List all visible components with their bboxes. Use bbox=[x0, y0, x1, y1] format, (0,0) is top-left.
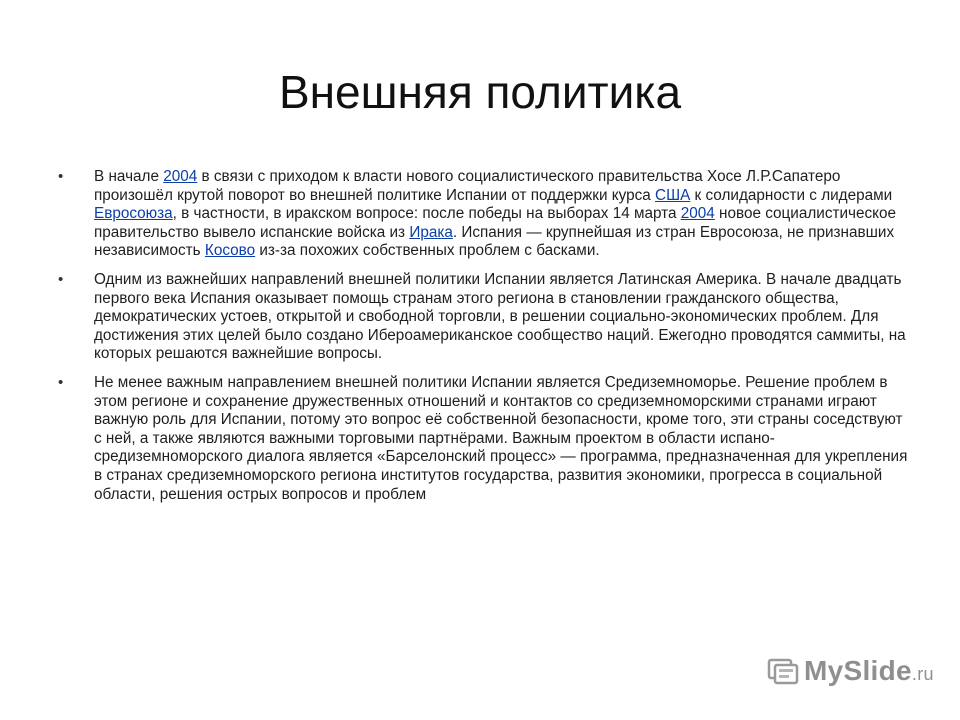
text-run: . Испания — крупнейшая из стран Евросоюза, не признавших независимость bbox=[94, 223, 895, 260]
slide-title: Внешняя политика bbox=[278, 66, 682, 118]
bullet-list bbox=[58, 168, 908, 514]
text-run: в связи с приходом к власти нового социалистического правительства Хосе Л.Р.Сапатеро произошёл крутой поворот во внешней политике Испании от поддержки курса bbox=[94, 168, 841, 204]
paragraph-text: Одним из важнейших направлений внешней политики Испании является Латинская Америка. В начале двадцать первого века Испания оказывает помощь странам этого региона в становлении гражданского общества, демократических устоев, открытой и свободной торговли, в решении социально-экономических проблем. Для достижения этих целей было создано Ибероамериканское сообщество наций. Ежегодно проводятся саммиты, на которых решаются важнейшие вопросы. bbox=[94, 270, 906, 363]
bullet-marker: • bbox=[58, 168, 64, 185]
text-run: новое социалистическое правительство вывело испанские войска из bbox=[94, 205, 897, 241]
watermark-text bbox=[804, 655, 934, 687]
slides-stack-icon bbox=[766, 654, 800, 688]
link-usa[interactable]: США bbox=[655, 186, 691, 204]
text-run: к солидарности с лидерами bbox=[690, 186, 893, 204]
link-kosovo[interactable]: Косово bbox=[204, 242, 256, 260]
bullet-item-3 bbox=[58, 374, 908, 504]
bullet-item-2 bbox=[58, 271, 908, 364]
bullet-item-1 bbox=[58, 168, 908, 261]
text-run: В начале bbox=[94, 168, 164, 185]
bullet-marker: • bbox=[58, 373, 64, 391]
link-iraq[interactable]: Ирака bbox=[409, 223, 453, 241]
link-2004[interactable]: 2004 bbox=[163, 168, 198, 185]
text-run: , в частности, в иракском вопросе: после победы на выборах 14 марта bbox=[172, 205, 681, 223]
bullet-marker: • bbox=[58, 270, 64, 288]
link-2004-second[interactable]: 2004 bbox=[680, 205, 715, 223]
myslide-watermark bbox=[766, 654, 934, 688]
watermark-suffix: .ru bbox=[911, 664, 934, 684]
link-eurosoyuz[interactable]: Евросоюза bbox=[94, 205, 173, 223]
watermark-brand: MySlide bbox=[804, 655, 912, 686]
paragraph-text: Не менее важным направлением внешней политики Испании является Средиземноморье. Решение проблем в этом регионе и сохранение дружественных отношений и контактов со средиземноморскими странами играют важную роль для Испании, потому это вопрос её собственной безопасности, кроме того, эти страны соседствуют с ней, а также являются важными торговыми партнёрами. Важным проектом в области испано-средиземноморского диалога является «Барселонский процесс» — программа, предназначенная для укрепления в странах средиземноморского региона институтов государства, развития экономики, прогресса в социальной области, решения острых вопросов и проблем bbox=[94, 373, 908, 503]
text-run: из-за похожих собственных проблем с басками. bbox=[255, 242, 600, 260]
